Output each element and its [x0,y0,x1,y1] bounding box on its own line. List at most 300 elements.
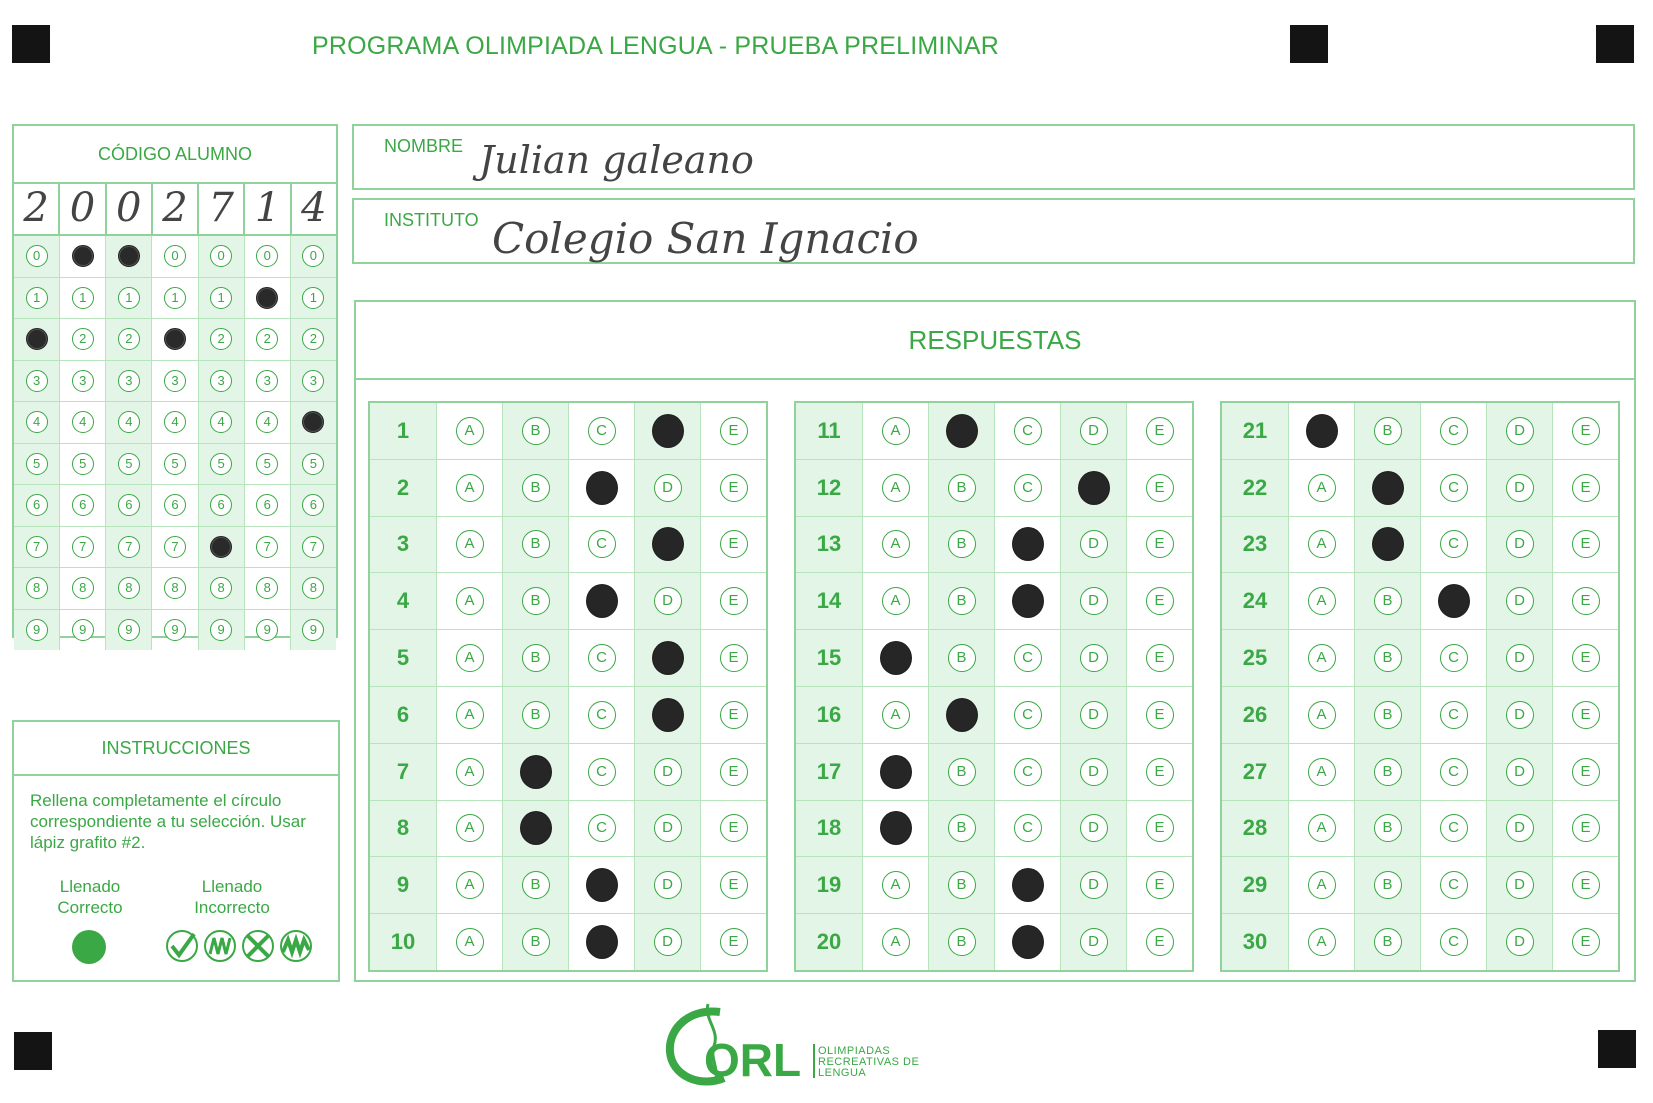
answer-bubble[interactable]: E [720,814,748,842]
student-code-bubble[interactable]: 9 [164,619,186,641]
student-code-bubble[interactable]: 0 [210,245,232,267]
instructions-text: Rellena completamente el círculo correspondiente a tu selección. Usar lápiz grafito #2. [30,791,306,852]
answer-cell [1421,573,1487,629]
answer-bubble[interactable]: E [720,587,748,615]
answer-cell [569,403,635,459]
answer-bubble[interactable] [880,755,912,789]
student-code-handwritten-digit[interactable]: 0 [107,182,153,234]
student-code-bubble[interactable] [164,328,186,350]
answer-bubble[interactable]: A [1308,644,1336,672]
answer-bubble[interactable]: E [1146,587,1174,615]
student-code-bubble[interactable]: 9 [118,619,140,641]
answer-bubble[interactable] [1012,584,1044,618]
answer-row [370,801,766,858]
answer-cell [1421,801,1487,857]
answer-cell [437,857,503,913]
student-code-bubble[interactable]: 4 [256,411,278,433]
answer-cell [701,573,766,629]
incorrect-fill-examples [164,928,314,964]
answer-bubble[interactable]: A [456,530,484,558]
student-code-bubble[interactable]: 8 [256,577,278,599]
answer-bubble[interactable]: C [1014,474,1042,502]
answer-bubble[interactable]: D [1506,871,1534,899]
student-code-bubble[interactable] [72,245,94,267]
answer-cell [1355,914,1421,970]
answer-cell [1553,403,1618,459]
student-code-bubble[interactable]: 0 [26,245,48,267]
student-code-bubble[interactable]: 6 [118,494,140,516]
student-code-bubble[interactable]: 6 [210,494,232,516]
answer-bubble[interactable]: E [1146,871,1174,899]
answer-cell [569,801,635,857]
answer-bubble[interactable]: C [1014,701,1042,729]
student-code-bubble[interactable]: 2 [210,328,232,350]
answer-bubble[interactable]: E [1572,417,1600,445]
student-code-bubble[interactable]: 6 [256,494,278,516]
answer-bubble[interactable]: D [1506,701,1534,729]
answer-row [796,460,1192,517]
student-code-bubble[interactable]: 9 [26,619,48,641]
answer-bubble[interactable]: B [1374,587,1402,615]
student-code-bubble[interactable]: 6 [164,494,186,516]
answer-bubble[interactable] [1012,925,1044,959]
student-code-bubble[interactable] [256,287,278,309]
answer-bubble[interactable]: D [1080,701,1108,729]
answer-cell [1289,517,1355,573]
answer-bubble[interactable]: B [1374,928,1402,956]
answer-bubble[interactable] [520,811,552,845]
answer-bubble[interactable]: D [654,814,682,842]
answer-bubble[interactable]: A [882,701,910,729]
student-code-bubble[interactable]: 9 [210,619,232,641]
answer-bubble[interactable]: D [654,587,682,615]
answer-bubble[interactable]: E [1572,928,1600,956]
answer-bubble[interactable]: A [456,474,484,502]
institute-field[interactable] [352,198,1635,264]
student-code-bubble[interactable]: 5 [72,453,94,475]
answer-cell [1487,914,1553,970]
answer-bubble[interactable]: D [1080,587,1108,615]
student-code-bubble[interactable]: 3 [72,370,94,392]
student-code-handwritten-digit[interactable]: 2 [14,182,60,234]
student-code-bubble[interactable]: 3 [26,370,48,392]
student-code-bubble[interactable]: 9 [72,619,94,641]
student-code-bubble[interactable]: 1 [302,287,324,309]
answer-bubble[interactable]: D [654,474,682,502]
answer-bubble[interactable]: D [1506,814,1534,842]
student-code-handwritten-digit[interactable]: 1 [245,182,291,234]
answer-bubble[interactable] [1438,584,1470,618]
answer-cell [635,857,701,913]
answer-bubble[interactable]: B [522,587,550,615]
answer-bubble[interactable]: A [456,644,484,672]
answer-cell [1355,573,1421,629]
answer-bubble[interactable]: B [1374,814,1402,842]
answer-bubble[interactable]: C [588,701,616,729]
student-code-cell [245,402,291,443]
logo-subtitle: OLIMPIADAS RECREATIVAS DE LENGUA [818,1045,920,1079]
registration-mark-top-mid [1290,25,1328,63]
answer-bubble[interactable]: E [1146,928,1174,956]
answer-bubble[interactable]: B [948,644,976,672]
page-title: PROGRAMA OLIMPIADA LENGUA - PRUEBA PRELIMINAR [312,32,999,60]
answer-bubble[interactable]: E [1572,871,1600,899]
answer-row [796,403,1192,460]
student-code-bubble[interactable]: 5 [210,453,232,475]
answer-bubble[interactable]: E [1572,644,1600,672]
student-code-row [14,402,336,444]
student-code-bubble[interactable]: 8 [302,577,324,599]
answer-cell [929,630,995,686]
answer-bubble[interactable] [946,414,978,448]
student-code-bubble[interactable]: 4 [118,411,140,433]
student-code-bubble[interactable]: 7 [164,536,186,558]
question-number: 19 [796,857,863,913]
answer-bubble[interactable]: E [1572,814,1600,842]
answer-bubble[interactable]: E [1146,530,1174,558]
answer-bubble[interactable]: B [948,814,976,842]
student-code-handwritten-digit[interactable]: 7 [199,182,245,234]
answer-bubble[interactable]: B [1374,701,1402,729]
answer-cell [701,914,766,970]
answer-bubble[interactable] [652,527,684,561]
answer-bubble[interactable]: B [522,530,550,558]
answer-bubble[interactable]: B [1374,417,1402,445]
answer-row [1222,914,1618,970]
answer-bubble[interactable]: A [456,417,484,445]
answer-bubble[interactable] [586,584,618,618]
student-code-bubble[interactable]: 4 [164,411,186,433]
student-code-bubble[interactable]: 2 [72,328,94,350]
student-code-bubble[interactable] [210,536,232,558]
answer-bubble[interactable]: C [1440,814,1468,842]
answer-bubble[interactable]: B [522,701,550,729]
incorrect-fill-label: Llenado Incorrecto [194,877,270,917]
answer-bubble[interactable]: B [948,758,976,786]
answer-bubble[interactable]: A [1308,587,1336,615]
student-code-bubble[interactable]: 1 [26,287,48,309]
answer-bubble[interactable]: E [1572,758,1600,786]
answer-bubble[interactable]: D [1080,758,1108,786]
answer-bubble[interactable] [880,811,912,845]
answer-bubble[interactable]: E [720,530,748,558]
answer-bubble[interactable] [652,698,684,732]
student-code-bubble[interactable]: 4 [26,411,48,433]
answer-bubble[interactable]: A [1308,701,1336,729]
answer-bubble[interactable]: D [654,871,682,899]
student-code-cell [245,527,291,568]
student-code-cell [152,610,198,651]
student-code-bubble[interactable]: 5 [26,453,48,475]
question-number: 5 [370,630,437,686]
student-code-row [14,568,336,610]
answer-bubble[interactable] [1306,414,1338,448]
answer-bubble[interactable]: D [1080,530,1108,558]
answer-bubble[interactable]: A [456,701,484,729]
question-number: 22 [1222,460,1289,516]
answer-bubble[interactable]: D [1080,928,1108,956]
answer-bubble[interactable]: D [1506,587,1534,615]
answer-bubble[interactable]: C [1440,474,1468,502]
question-number: 30 [1222,914,1289,970]
student-code-bubble[interactable]: 1 [210,287,232,309]
answer-bubble[interactable]: B [948,530,976,558]
answer-bubble[interactable]: D [654,928,682,956]
answer-bubble[interactable]: E [720,758,748,786]
question-number: 26 [1222,687,1289,743]
student-code-bubble[interactable]: 0 [256,245,278,267]
student-code-cell [106,444,152,485]
student-code-bubble[interactable]: 5 [164,453,186,475]
answer-bubble[interactable] [1012,868,1044,902]
student-code-bubble[interactable]: 5 [118,453,140,475]
question-number: 15 [796,630,863,686]
answer-bubble[interactable] [946,698,978,732]
answer-row [1222,744,1618,801]
answer-bubble[interactable]: D [1506,758,1534,786]
answer-bubble[interactable]: B [522,644,550,672]
answer-bubble[interactable]: B [522,928,550,956]
answers-block [1220,401,1620,972]
student-code-cell [14,278,60,319]
answer-bubble[interactable]: C [588,417,616,445]
answer-bubble[interactable]: C [1014,417,1042,445]
answer-bubble[interactable]: E [720,474,748,502]
answer-cell [1421,460,1487,516]
answer-bubble[interactable]: A [456,928,484,956]
answer-cell [995,857,1061,913]
answer-bubble[interactable]: A [1308,530,1336,558]
student-code-bubble[interactable] [118,245,140,267]
answer-bubble[interactable]: B [948,928,976,956]
answer-bubble[interactable]: A [1308,474,1336,502]
answer-bubble[interactable]: E [1146,644,1174,672]
answer-bubble[interactable] [520,755,552,789]
answer-bubble[interactable]: A [882,530,910,558]
student-code-bubble[interactable] [302,411,324,433]
student-code-bubble[interactable]: 6 [26,494,48,516]
answer-bubble[interactable]: C [1440,701,1468,729]
answer-bubble[interactable] [652,414,684,448]
answer-cell [1127,460,1192,516]
answer-bubble[interactable]: E [1572,701,1600,729]
answer-bubble[interactable]: B [948,871,976,899]
question-number: 24 [1222,573,1289,629]
student-code-handwritten-digit[interactable]: 0 [60,182,106,234]
answer-row [796,801,1192,858]
answer-bubble[interactable]: C [588,644,616,672]
answer-row [796,744,1192,801]
student-code-row [14,319,336,361]
answer-bubble[interactable] [1012,527,1044,561]
answer-bubble[interactable]: E [1146,814,1174,842]
answer-bubble[interactable]: D [1080,871,1108,899]
student-code-bubble[interactable]: 3 [256,370,278,392]
student-code-bubble[interactable]: 2 [118,328,140,350]
name-field[interactable] [352,124,1635,190]
answer-bubble[interactable]: B [1374,871,1402,899]
question-number: 16 [796,687,863,743]
answer-bubble[interactable]: A [882,417,910,445]
answer-cell [1355,857,1421,913]
answer-cell [503,630,569,686]
answer-bubble[interactable]: E [1572,587,1600,615]
answer-cell [1289,573,1355,629]
student-code-cell [106,402,152,443]
student-code-bubble[interactable]: 0 [302,245,324,267]
answer-bubble[interactable]: C [588,758,616,786]
student-code-bubble[interactable]: 7 [26,536,48,558]
student-code-bubble[interactable]: 7 [72,536,94,558]
student-code-handwritten-digit[interactable]: 4 [301,185,327,231]
student-code-bubble[interactable]: 3 [302,370,324,392]
student-code-bubble[interactable]: 8 [164,577,186,599]
student-code-cell [106,319,152,360]
student-code-bubble[interactable]: 5 [302,453,324,475]
answer-bubble[interactable]: C [1440,758,1468,786]
answer-bubble[interactable]: B [1374,644,1402,672]
answer-bubble[interactable]: A [882,587,910,615]
answer-cell [437,687,503,743]
answer-bubble[interactable]: B [522,474,550,502]
student-code-cell [291,527,336,568]
answer-bubble[interactable]: C [1014,814,1042,842]
answer-bubble[interactable]: E [720,871,748,899]
name-value: Julian galeano [479,138,754,182]
answer-bubble[interactable] [1078,471,1110,505]
student-code-bubble[interactable]: 0 [164,245,186,267]
check-mark-icon [164,928,200,964]
answer-bubble[interactable] [880,641,912,675]
answer-bubble[interactable]: E [720,701,748,729]
answer-bubble[interactable]: A [882,928,910,956]
student-code-bubble[interactable]: 6 [72,494,94,516]
answer-bubble[interactable]: A [1308,814,1336,842]
answer-cell [929,573,995,629]
student-code-bubble[interactable]: 2 [256,328,278,350]
answer-bubble[interactable]: A [1308,871,1336,899]
student-code-bubble[interactable]: 2 [302,328,324,350]
answer-bubble[interactable]: E [1146,474,1174,502]
answer-bubble[interactable]: C [1440,871,1468,899]
answer-bubble[interactable]: B [1374,758,1402,786]
student-code-bubble[interactable]: 1 [164,287,186,309]
answer-bubble[interactable]: E [720,928,748,956]
answer-bubble[interactable]: E [720,417,748,445]
student-code-bubble[interactable]: 8 [26,577,48,599]
student-code-cell [106,527,152,568]
student-code-row [14,610,336,651]
answer-bubble[interactable]: D [1506,644,1534,672]
answer-bubble[interactable]: D [654,758,682,786]
student-code-bubble[interactable]: 4 [72,411,94,433]
answer-bubble[interactable]: E [1572,530,1600,558]
answer-bubble[interactable] [586,925,618,959]
answer-bubble[interactable]: B [522,871,550,899]
student-code-cell [60,568,106,609]
answer-bubble[interactable]: D [1080,417,1108,445]
answer-bubble[interactable]: A [456,814,484,842]
answer-cell [1127,687,1192,743]
answer-cell [437,914,503,970]
answer-bubble[interactable]: E [1572,474,1600,502]
answer-bubble[interactable]: C [1440,644,1468,672]
answer-bubble[interactable]: C [1014,758,1042,786]
answer-bubble[interactable]: D [1506,928,1534,956]
answer-bubble[interactable]: A [1308,758,1336,786]
answer-bubble[interactable]: A [882,474,910,502]
answer-bubble[interactable]: D [1080,644,1108,672]
answer-bubble[interactable]: A [1308,928,1336,956]
student-code-bubble[interactable]: 1 [118,287,140,309]
answer-cell [1289,403,1355,459]
student-code-bubble[interactable]: 1 [72,287,94,309]
answer-bubble[interactable]: A [882,871,910,899]
student-code-cell [152,485,198,526]
student-code-bubble[interactable]: 3 [118,370,140,392]
student-code-bubble[interactable]: 4 [210,411,232,433]
answer-bubble[interactable] [652,641,684,675]
answer-bubble[interactable]: E [1146,701,1174,729]
student-code-row [14,444,336,486]
answer-bubble[interactable]: C [1014,644,1042,672]
answer-bubble[interactable]: E [1146,417,1174,445]
student-code-bubble[interactable]: 8 [72,577,94,599]
answer-cell [1061,857,1127,913]
answer-bubble[interactable] [1372,527,1404,561]
answer-bubble[interactable]: E [1146,758,1174,786]
question-number: 2 [370,460,437,516]
answer-bubble[interactable]: D [1506,417,1534,445]
student-code-cell [14,402,60,443]
student-code-bubble[interactable]: 6 [302,494,324,516]
answer-bubble[interactable]: A [456,587,484,615]
answer-bubble[interactable]: A [456,758,484,786]
student-code-bubble[interactable]: 9 [302,619,324,641]
answer-cell [701,460,766,516]
student-code-handwritten-digit[interactable]: 2 [153,182,199,234]
student-code-bubble[interactable] [26,328,48,350]
student-code-bubble[interactable]: 5 [256,453,278,475]
student-code-bubble[interactable]: 8 [118,577,140,599]
student-code-cell [199,278,245,319]
answer-bubble[interactable]: B [948,587,976,615]
answer-bubble[interactable]: C [1440,928,1468,956]
student-code-bubble[interactable]: 9 [256,619,278,641]
student-code-bubble[interactable]: 7 [302,536,324,558]
answer-bubble[interactable]: C [588,814,616,842]
answer-bubble[interactable]: E [720,644,748,672]
answer-bubble[interactable]: B [522,417,550,445]
answer-bubble[interactable]: D [1506,474,1534,502]
student-code-bubble[interactable]: 7 [118,536,140,558]
answer-bubble[interactable] [586,868,618,902]
answer-bubble[interactable] [1372,471,1404,505]
answer-bubble[interactable] [586,471,618,505]
answer-bubble[interactable]: D [1506,530,1534,558]
student-code-bubble[interactable]: 3 [164,370,186,392]
student-code-bubble[interactable]: 7 [256,536,278,558]
answer-bubble[interactable]: B [948,474,976,502]
student-code-cell [60,278,106,319]
answer-bubble[interactable]: D [1080,814,1108,842]
answer-bubble[interactable]: C [1440,530,1468,558]
student-code-bubble[interactable]: 3 [210,370,232,392]
answer-bubble[interactable]: C [588,530,616,558]
answer-bubble[interactable]: A [456,871,484,899]
student-code-bubble[interactable]: 8 [210,577,232,599]
answer-bubble[interactable]: C [1440,417,1468,445]
